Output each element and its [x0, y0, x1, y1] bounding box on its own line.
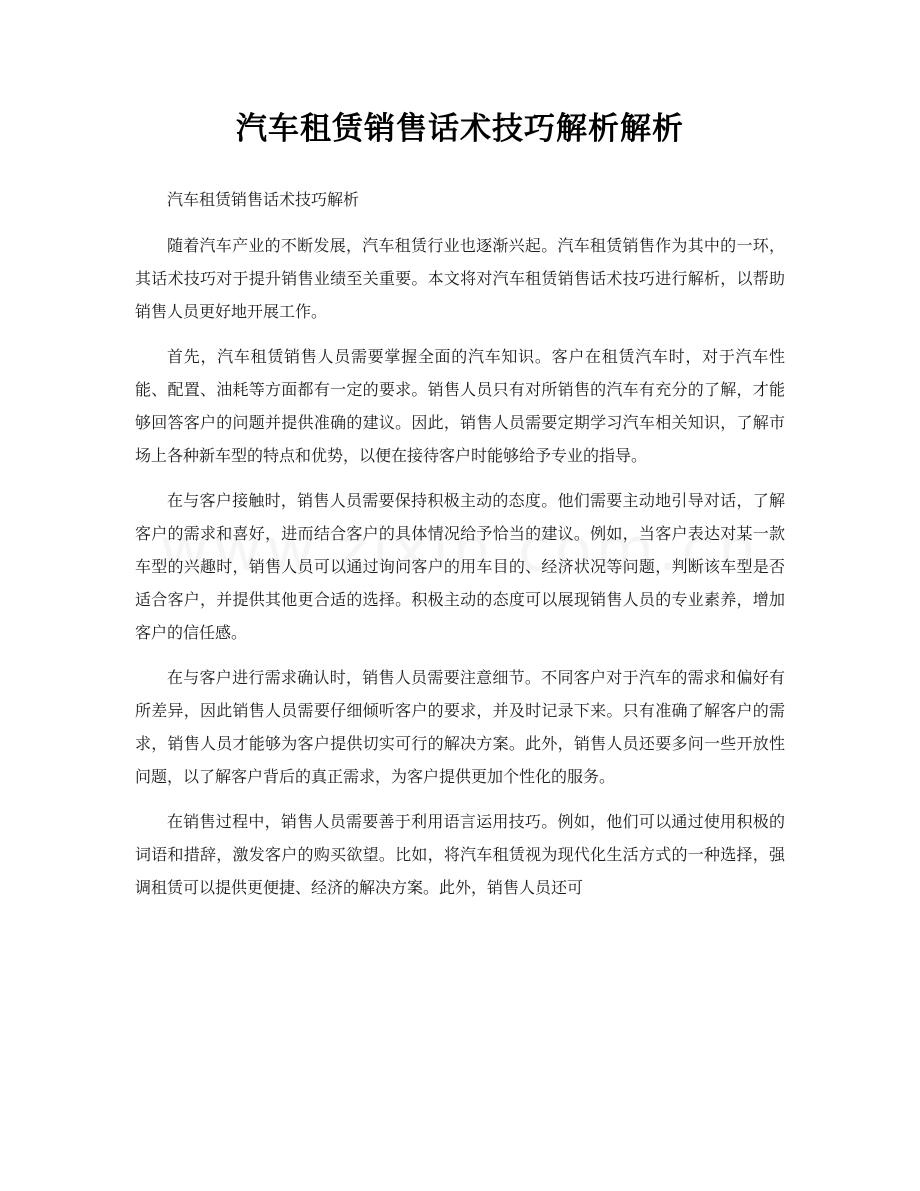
document-subtitle: 汽车租赁销售话术技巧解析 [167, 190, 360, 209]
paragraph-needs: 在与客户进行需求确认时，销售人员需要注意细节。不同客户对于汽车的需求和偏好有所差异，因此销售人员需要仔细倾听客户的要求，并及时记录下来。只有准确了解客户的需求，销售人员才能够为客户提供切实可行的解决方案。此外，销售人员还要多问一些开放性问题，以了解客户背后的真正需求，为客户提供更加个性化的服务。 [135, 668, 785, 786]
paragraph-language: 在销售过程中，销售人员需要善于利用语言运用技巧。例如，他们可以通过使用积极的词语和措辞，激发客户的购买欲望。比如，将汽车租赁视为现代化生活方式的一种选择，强调租赁可以提供更便捷、经济的解决方案。此外，销售人员还可 [135, 812, 785, 897]
document-title: 汽车租赁销售话术技巧解析解析 [236, 111, 684, 147]
document-body [135, 180, 785, 904]
paragraph-attitude: 在与客户接触时，销售人员需要保持积极主动的态度。他们需要主动地引导对话，了解客户的需求和喜好，进而结合客户的具体情况给予恰当的建议。例如，当客户表达对某一款车型的兴趣时，销售人员可以通过询问客户的用车目的、经济状况等问题，判断该车型是否适合客户，并提供其他更合适的选择。积极主动的态度可以展现销售人员的专业素养，增加客户的信任感。 [135, 491, 785, 642]
paragraph-intro: 随着汽车产业的不断发展，汽车租赁行业也逐渐兴起。汽车租赁销售作为其中的一环，其话术技巧对于提升销售业绩至关重要。本文将对汽车租赁销售话术技巧进行解析，以帮助销售人员更好地开展工作。 [135, 236, 785, 321]
paragraph-knowledge: 首先，汽车租赁销售人员需要掌握全面的汽车知识。客户在租赁汽车时，对于汽车性能、配置、油耗等方面都有一定的要求。销售人员只有对所销售的汽车有充分的了解，才能够回答客户的问题并提供准确的建议。因此，销售人员需要定期学习汽车相关知识，了解市场上各种新车型的特点和优势，以便在接待客户时能够给予专业的指导。 [135, 347, 785, 465]
